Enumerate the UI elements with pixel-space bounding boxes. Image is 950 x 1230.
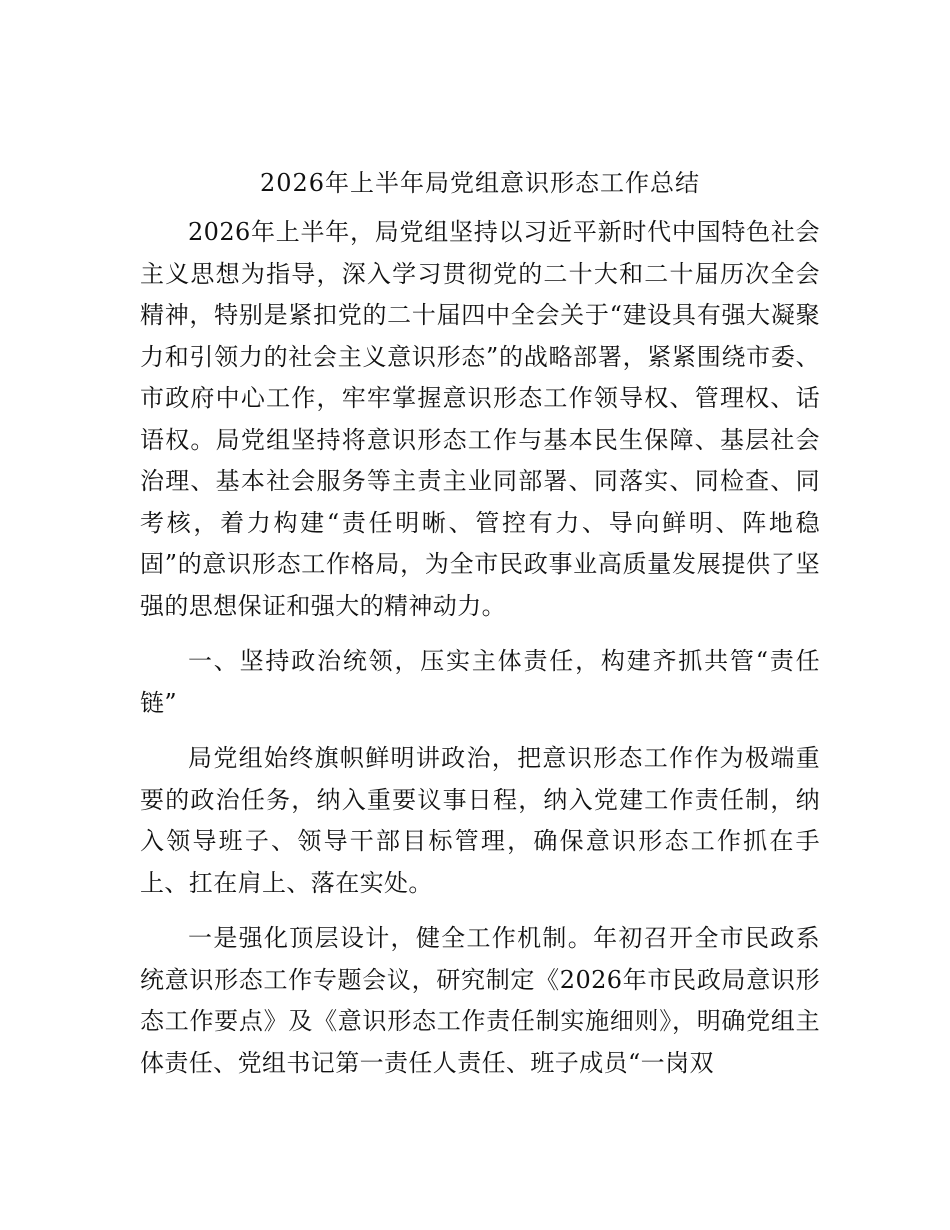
paragraph-section-1: 局党组始终旗帜鲜明讲政治，把意识形态工作作为极端重要的政治任务，纳入重要议事日程，纳入党建工作责任制，纳入领导班子、领导干部目标管理，确保意识形态工作抓在手上、扛在肩上、落在实处。 <box>140 744 820 897</box>
paragraph-intro: 2026年上半年，局党组坚持以习近平新时代中国特色社会主义思想为指导，深入学习贯彻党的二十大和二十届历次全会精神，特别是紧扣党的二十届四中全会关于“建设具有强大凝聚力和引领力的社会主义意识形态”的战略部署，紧紧围绕市委、市政府中心工作，牢牢掌握意识形态工作领导权、管理权、话语权。局党组坚持将意识形态工作与基本民生保障、基层社会治理、基本社会服务等主责主业同部署、同落实、同检查、同考核，着力构建“责任明晰、管控有力、导向鲜明、阵地稳固”的意识形态工作格局，为全市民政事业高质量发展提供了坚强的思想保证和强大的精神动力。 <box>140 218 820 620</box>
section-heading-1: 一、坚持政治统领，压实主体责任，构建齐抓共管“责任链” <box>140 647 820 717</box>
document-title: 2026年上半年局党组意识形态工作总结 <box>259 169 701 197</box>
document-body <box>140 212 820 1084</box>
paragraph-point-1: 一是强化顶层设计，健全工作机制。年初召开全市民政系统意识形态工作专题会议，研究制定《2026年市民政局意识形态工作要点》及《意识形态工作责任制实施细则》，明确党组主体责任、党组书记第一责任人责任、班子成员“一岗双 <box>140 924 820 1077</box>
